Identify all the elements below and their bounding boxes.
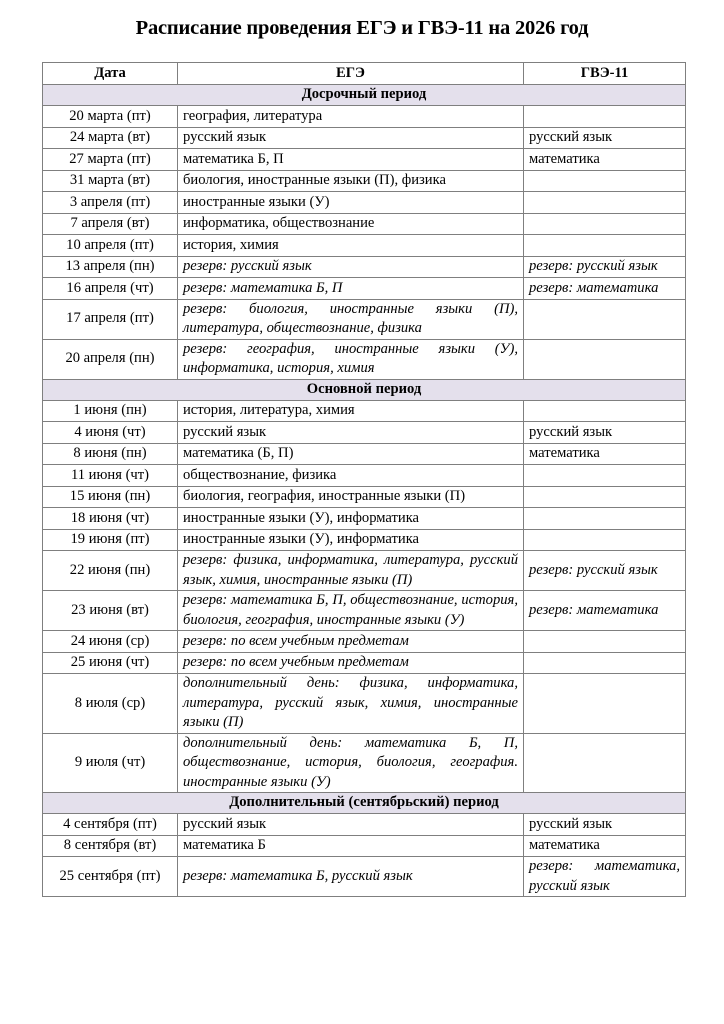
table-row: [43, 256, 686, 278]
table-row: [43, 857, 686, 897]
table-row: [43, 733, 686, 793]
table-row: [43, 674, 686, 734]
column-header-gve: ГВЭ-11: [524, 63, 686, 85]
column-header-date: Дата: [43, 63, 178, 85]
ege-cell: резерв: биология, иностранные языки (П), литература, обществознание, физика: [178, 299, 524, 339]
date-cell: 4 сентября (пт): [43, 814, 178, 836]
gve-cell: [524, 213, 686, 235]
gve-cell: [524, 465, 686, 487]
table-row: [43, 278, 686, 300]
gve-cell: резерв: математика: [524, 591, 686, 631]
gve-cell: [524, 733, 686, 793]
gve-cell: [524, 339, 686, 379]
date-cell: 16 апреля (чт): [43, 278, 178, 300]
ege-cell: иностранные языки (У), информатика: [178, 508, 524, 530]
gve-cell: [524, 299, 686, 339]
section-header-row: [43, 793, 686, 814]
table-row: [43, 170, 686, 192]
table-row: [43, 400, 686, 422]
date-cell: 31 марта (вт): [43, 170, 178, 192]
gve-cell: [524, 631, 686, 653]
date-cell: 17 апреля (пт): [43, 299, 178, 339]
gve-cell: [524, 106, 686, 128]
gve-cell: [524, 170, 686, 192]
date-cell: 13 апреля (пн): [43, 256, 178, 278]
gve-cell: математика: [524, 443, 686, 465]
date-cell: 8 сентября (вт): [43, 835, 178, 857]
table-row: [43, 149, 686, 171]
table-row: [43, 551, 686, 591]
section-title: Досрочный период: [43, 85, 686, 106]
ege-cell: история, литература, химия: [178, 400, 524, 422]
gve-cell: [524, 192, 686, 214]
schedule-table: [42, 62, 686, 897]
section-header-row: [43, 85, 686, 106]
date-cell: 20 марта (пт): [43, 106, 178, 128]
ege-cell: математика Б: [178, 835, 524, 857]
gve-cell: резерв: русский язык: [524, 551, 686, 591]
table-row: [43, 631, 686, 653]
date-cell: 24 марта (вт): [43, 127, 178, 149]
date-cell: 25 июня (чт): [43, 652, 178, 674]
date-cell: 23 июня (вт): [43, 591, 178, 631]
table-header-row: [43, 63, 686, 85]
section-title: Дополнительный (сентябрьский) период: [43, 793, 686, 814]
ege-cell: математика (Б, П): [178, 443, 524, 465]
date-cell: 8 июля (ср): [43, 674, 178, 734]
gve-cell: [524, 529, 686, 551]
date-cell: 11 июня (чт): [43, 465, 178, 487]
ege-cell: иностранные языки (У): [178, 192, 524, 214]
table-row: [43, 213, 686, 235]
table-row: [43, 339, 686, 379]
table-row: [43, 814, 686, 836]
ege-cell: русский язык: [178, 127, 524, 149]
table-row: [43, 591, 686, 631]
ege-cell: география, литература: [178, 106, 524, 128]
date-cell: 22 июня (пн): [43, 551, 178, 591]
ege-cell: русский язык: [178, 422, 524, 444]
ege-cell: резерв: география, иностранные языки (У), информатика, история, химия: [178, 339, 524, 379]
ege-cell: дополнительный день: физика, информатика, литература, русский язык, химия, иностранные языки (П): [178, 674, 524, 734]
table-row: [43, 106, 686, 128]
date-cell: 18 июня (чт): [43, 508, 178, 530]
gve-cell: резерв: русский язык: [524, 256, 686, 278]
gve-cell: русский язык: [524, 422, 686, 444]
date-cell: 25 сентября (пт): [43, 857, 178, 897]
ege-cell: обществознание, физика: [178, 465, 524, 487]
gve-cell: резерв: математика, русский язык: [524, 857, 686, 897]
date-cell: 15 июня (пн): [43, 486, 178, 508]
ege-cell: резерв: математика Б, русский язык: [178, 857, 524, 897]
section-header-row: [43, 379, 686, 400]
gve-cell: математика: [524, 835, 686, 857]
date-cell: 1 июня (пн): [43, 400, 178, 422]
date-cell: 27 марта (пт): [43, 149, 178, 171]
ege-cell: резерв: математика Б, П: [178, 278, 524, 300]
date-cell: 19 июня (пт): [43, 529, 178, 551]
table-row: [43, 192, 686, 214]
page-title: Расписание проведения ЕГЭ и ГВЭ-11 на 2026 год: [135, 17, 589, 39]
ege-cell: история, химия: [178, 235, 524, 257]
ege-cell: резерв: русский язык: [178, 256, 524, 278]
date-cell: 8 июня (пн): [43, 443, 178, 465]
ege-cell: дополнительный день: математика Б, П, обществознание, история, биология, география. иностранные языки (У): [178, 733, 524, 793]
date-cell: 7 апреля (вт): [43, 213, 178, 235]
column-header-ege: ЕГЭ: [178, 63, 524, 85]
table-row: [43, 443, 686, 465]
ege-cell: биология, география, иностранные языки (П): [178, 486, 524, 508]
gve-cell: [524, 674, 686, 734]
date-cell: 24 июня (ср): [43, 631, 178, 653]
gve-cell: русский язык: [524, 127, 686, 149]
gve-cell: [524, 508, 686, 530]
date-cell: 4 июня (чт): [43, 422, 178, 444]
table-row: [43, 465, 686, 487]
ege-cell: резерв: по всем учебным предметам: [178, 631, 524, 653]
ege-cell: иностранные языки (У), информатика: [178, 529, 524, 551]
gve-cell: [524, 400, 686, 422]
section-title: Основной период: [43, 379, 686, 400]
schedule-body: [43, 85, 686, 897]
date-cell: 9 июля (чт): [43, 733, 178, 793]
table-row: [43, 235, 686, 257]
table-row: [43, 508, 686, 530]
table-row: [43, 529, 686, 551]
table-row: [43, 299, 686, 339]
ege-cell: резерв: математика Б, П, обществознание, история, биология, география, иностранные языки (У): [178, 591, 524, 631]
date-cell: 10 апреля (пт): [43, 235, 178, 257]
table-row: [43, 486, 686, 508]
ege-cell: русский язык: [178, 814, 524, 836]
date-cell: 3 апреля (пт): [43, 192, 178, 214]
ege-cell: математика Б, П: [178, 149, 524, 171]
ege-cell: биология, иностранные языки (П), физика: [178, 170, 524, 192]
date-cell: 20 апреля (пн): [43, 339, 178, 379]
gve-cell: [524, 235, 686, 257]
table-row: [43, 835, 686, 857]
gve-cell: [524, 652, 686, 674]
ege-cell: информатика, обществознание: [178, 213, 524, 235]
ege-cell: резерв: по всем учебным предметам: [178, 652, 524, 674]
table-row: [43, 422, 686, 444]
ege-cell: резерв: физика, информатика, литература, русский язык, химия, иностранные языки (П): [178, 551, 524, 591]
gve-cell: русский язык: [524, 814, 686, 836]
gve-cell: [524, 486, 686, 508]
gve-cell: математика: [524, 149, 686, 171]
gve-cell: резерв: математика: [524, 278, 686, 300]
table-row: [43, 127, 686, 149]
table-row: [43, 652, 686, 674]
